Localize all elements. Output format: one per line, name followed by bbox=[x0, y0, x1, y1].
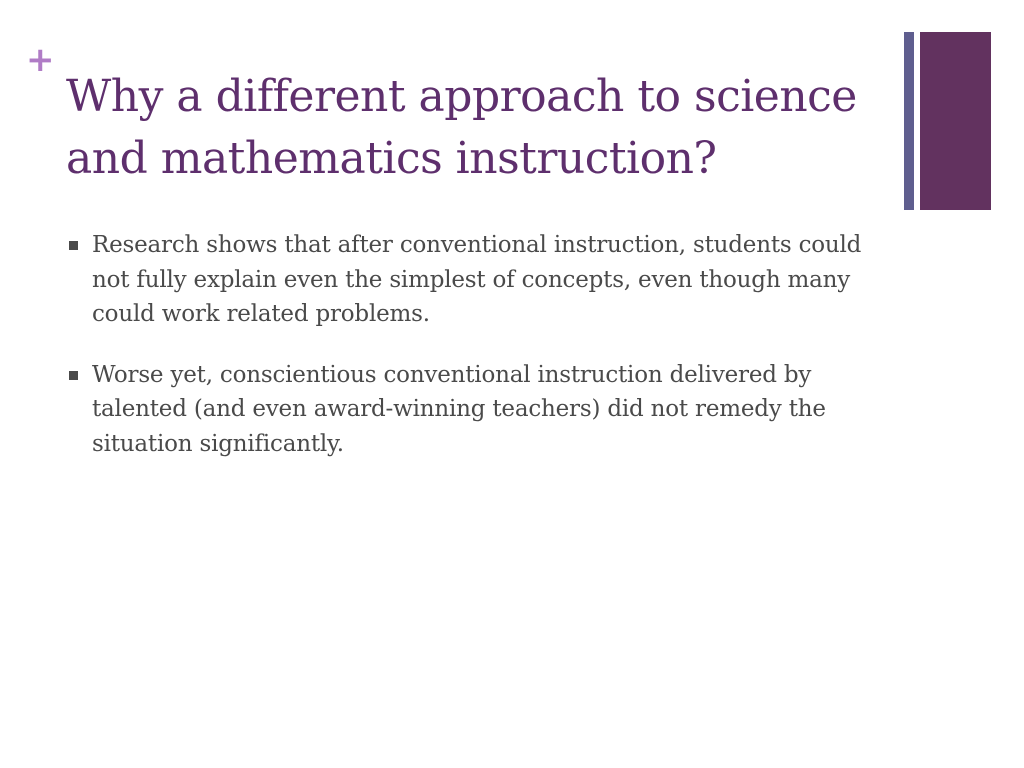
bullet-item bbox=[66, 228, 886, 332]
bullet-text: Research shows that after conventional instruction, students could not fully explain even the simplest of concepts, even though many could work related problems. bbox=[92, 232, 862, 327]
slide-title: Why a different approach to science and mathematics instruction? bbox=[66, 71, 857, 184]
accent-bar-wide bbox=[920, 32, 991, 210]
plus-icon: + bbox=[26, 40, 55, 80]
square-bullet-icon bbox=[69, 371, 78, 380]
bullet-item bbox=[66, 358, 886, 462]
accent-bar-thin bbox=[904, 32, 914, 210]
square-bullet-icon bbox=[69, 241, 78, 250]
bullet-text: Worse yet, conscientious conventional instruction delivered by talented (and even award-winning teachers) did not remedy the situation significantly. bbox=[92, 361, 826, 457]
bullet-list bbox=[66, 228, 886, 487]
